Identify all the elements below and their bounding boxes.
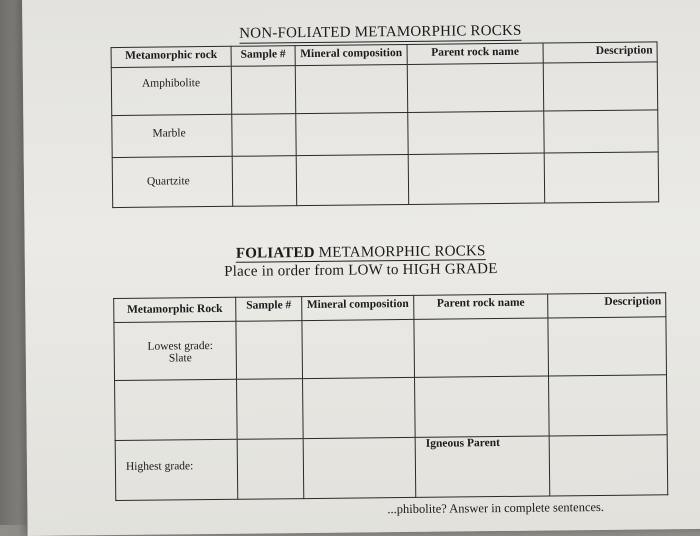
- foliated-table: [113, 292, 668, 501]
- grade-label: Lowest grade:: [147, 340, 213, 353]
- table-row: [112, 152, 658, 208]
- parent-rock-note: Igneous Parent: [425, 437, 501, 450]
- sample-cell[interactable]: [237, 379, 304, 440]
- description-cell[interactable]: [549, 375, 668, 436]
- column-header: Sample #: [236, 297, 302, 322]
- table-row: [114, 317, 667, 381]
- mineral-cell[interactable]: [303, 437, 416, 498]
- foliated-title-bold: FOLIATED: [235, 244, 315, 262]
- parent-cell[interactable]: [415, 376, 550, 437]
- mineral-cell[interactable]: [296, 112, 408, 155]
- column-header: Mineral composition: [302, 295, 414, 320]
- column-header: Description: [548, 293, 666, 318]
- rock-name-cell: [112, 114, 232, 157]
- nonfoliated-title-text: NON-FOLIATED METAMORPHIC ROCKS: [239, 22, 522, 42]
- foliated-subtitle: Place in order from LOW to HIGH GRADE: [224, 261, 498, 280]
- worksheet-page: [22, 0, 700, 536]
- parent-cell[interactable]: [408, 111, 544, 154]
- description-cell[interactable]: [543, 62, 657, 111]
- nonfoliated-title: [110, 21, 650, 44]
- rock-name-cell: [115, 379, 238, 440]
- column-header: Mineral composition: [295, 44, 407, 65]
- description-cell[interactable]: [548, 317, 667, 376]
- rock-name: Amphibolite: [141, 77, 201, 90]
- rock-name-cell: [111, 66, 231, 115]
- question-text: ...phibolite? Answer in complete sentences.: [387, 499, 605, 517]
- table-row: [111, 62, 657, 116]
- mineral-cell[interactable]: [302, 319, 415, 378]
- column-header: Sample #: [231, 46, 295, 67]
- description-cell[interactable]: [544, 152, 659, 203]
- column-header: Parent rock name: [414, 294, 548, 319]
- mineral-cell[interactable]: [296, 154, 409, 205]
- column-header: Metamorphic Rock: [114, 297, 236, 322]
- mineral-cell[interactable]: [303, 377, 416, 438]
- parent-cell[interactable]: [415, 436, 550, 497]
- sample-cell[interactable]: [237, 439, 304, 500]
- rock-name: Marble: [152, 127, 186, 140]
- sample-cell[interactable]: [236, 321, 303, 380]
- column-header: Parent rock name: [407, 43, 543, 64]
- nonfoliated-table: [111, 41, 660, 208]
- sample-cell[interactable]: [232, 114, 296, 157]
- table-row: [115, 375, 668, 441]
- sample-cell[interactable]: [231, 66, 295, 115]
- column-header: Metamorphic rock: [111, 46, 231, 67]
- table-row: [112, 110, 658, 158]
- parent-cell[interactable]: [408, 153, 545, 204]
- parent-cell[interactable]: [414, 318, 549, 377]
- column-header: Description: [543, 42, 657, 63]
- foliated-title-rest: METAMORPHIC ROCKS: [318, 243, 486, 261]
- sample-cell[interactable]: [232, 156, 297, 207]
- rock-name-cell: [114, 321, 237, 380]
- rock-name-cell: [112, 156, 233, 207]
- rock-name-cell: [115, 439, 238, 500]
- grade-label: Highest grade:: [125, 460, 194, 473]
- mineral-cell[interactable]: [295, 64, 407, 113]
- description-cell[interactable]: [544, 110, 658, 153]
- parent-cell[interactable]: [407, 63, 543, 112]
- table-row: [115, 435, 668, 501]
- rock-name: Quartzite: [146, 175, 190, 188]
- description-cell[interactable]: [549, 435, 668, 496]
- rock-name: Slate: [168, 352, 192, 365]
